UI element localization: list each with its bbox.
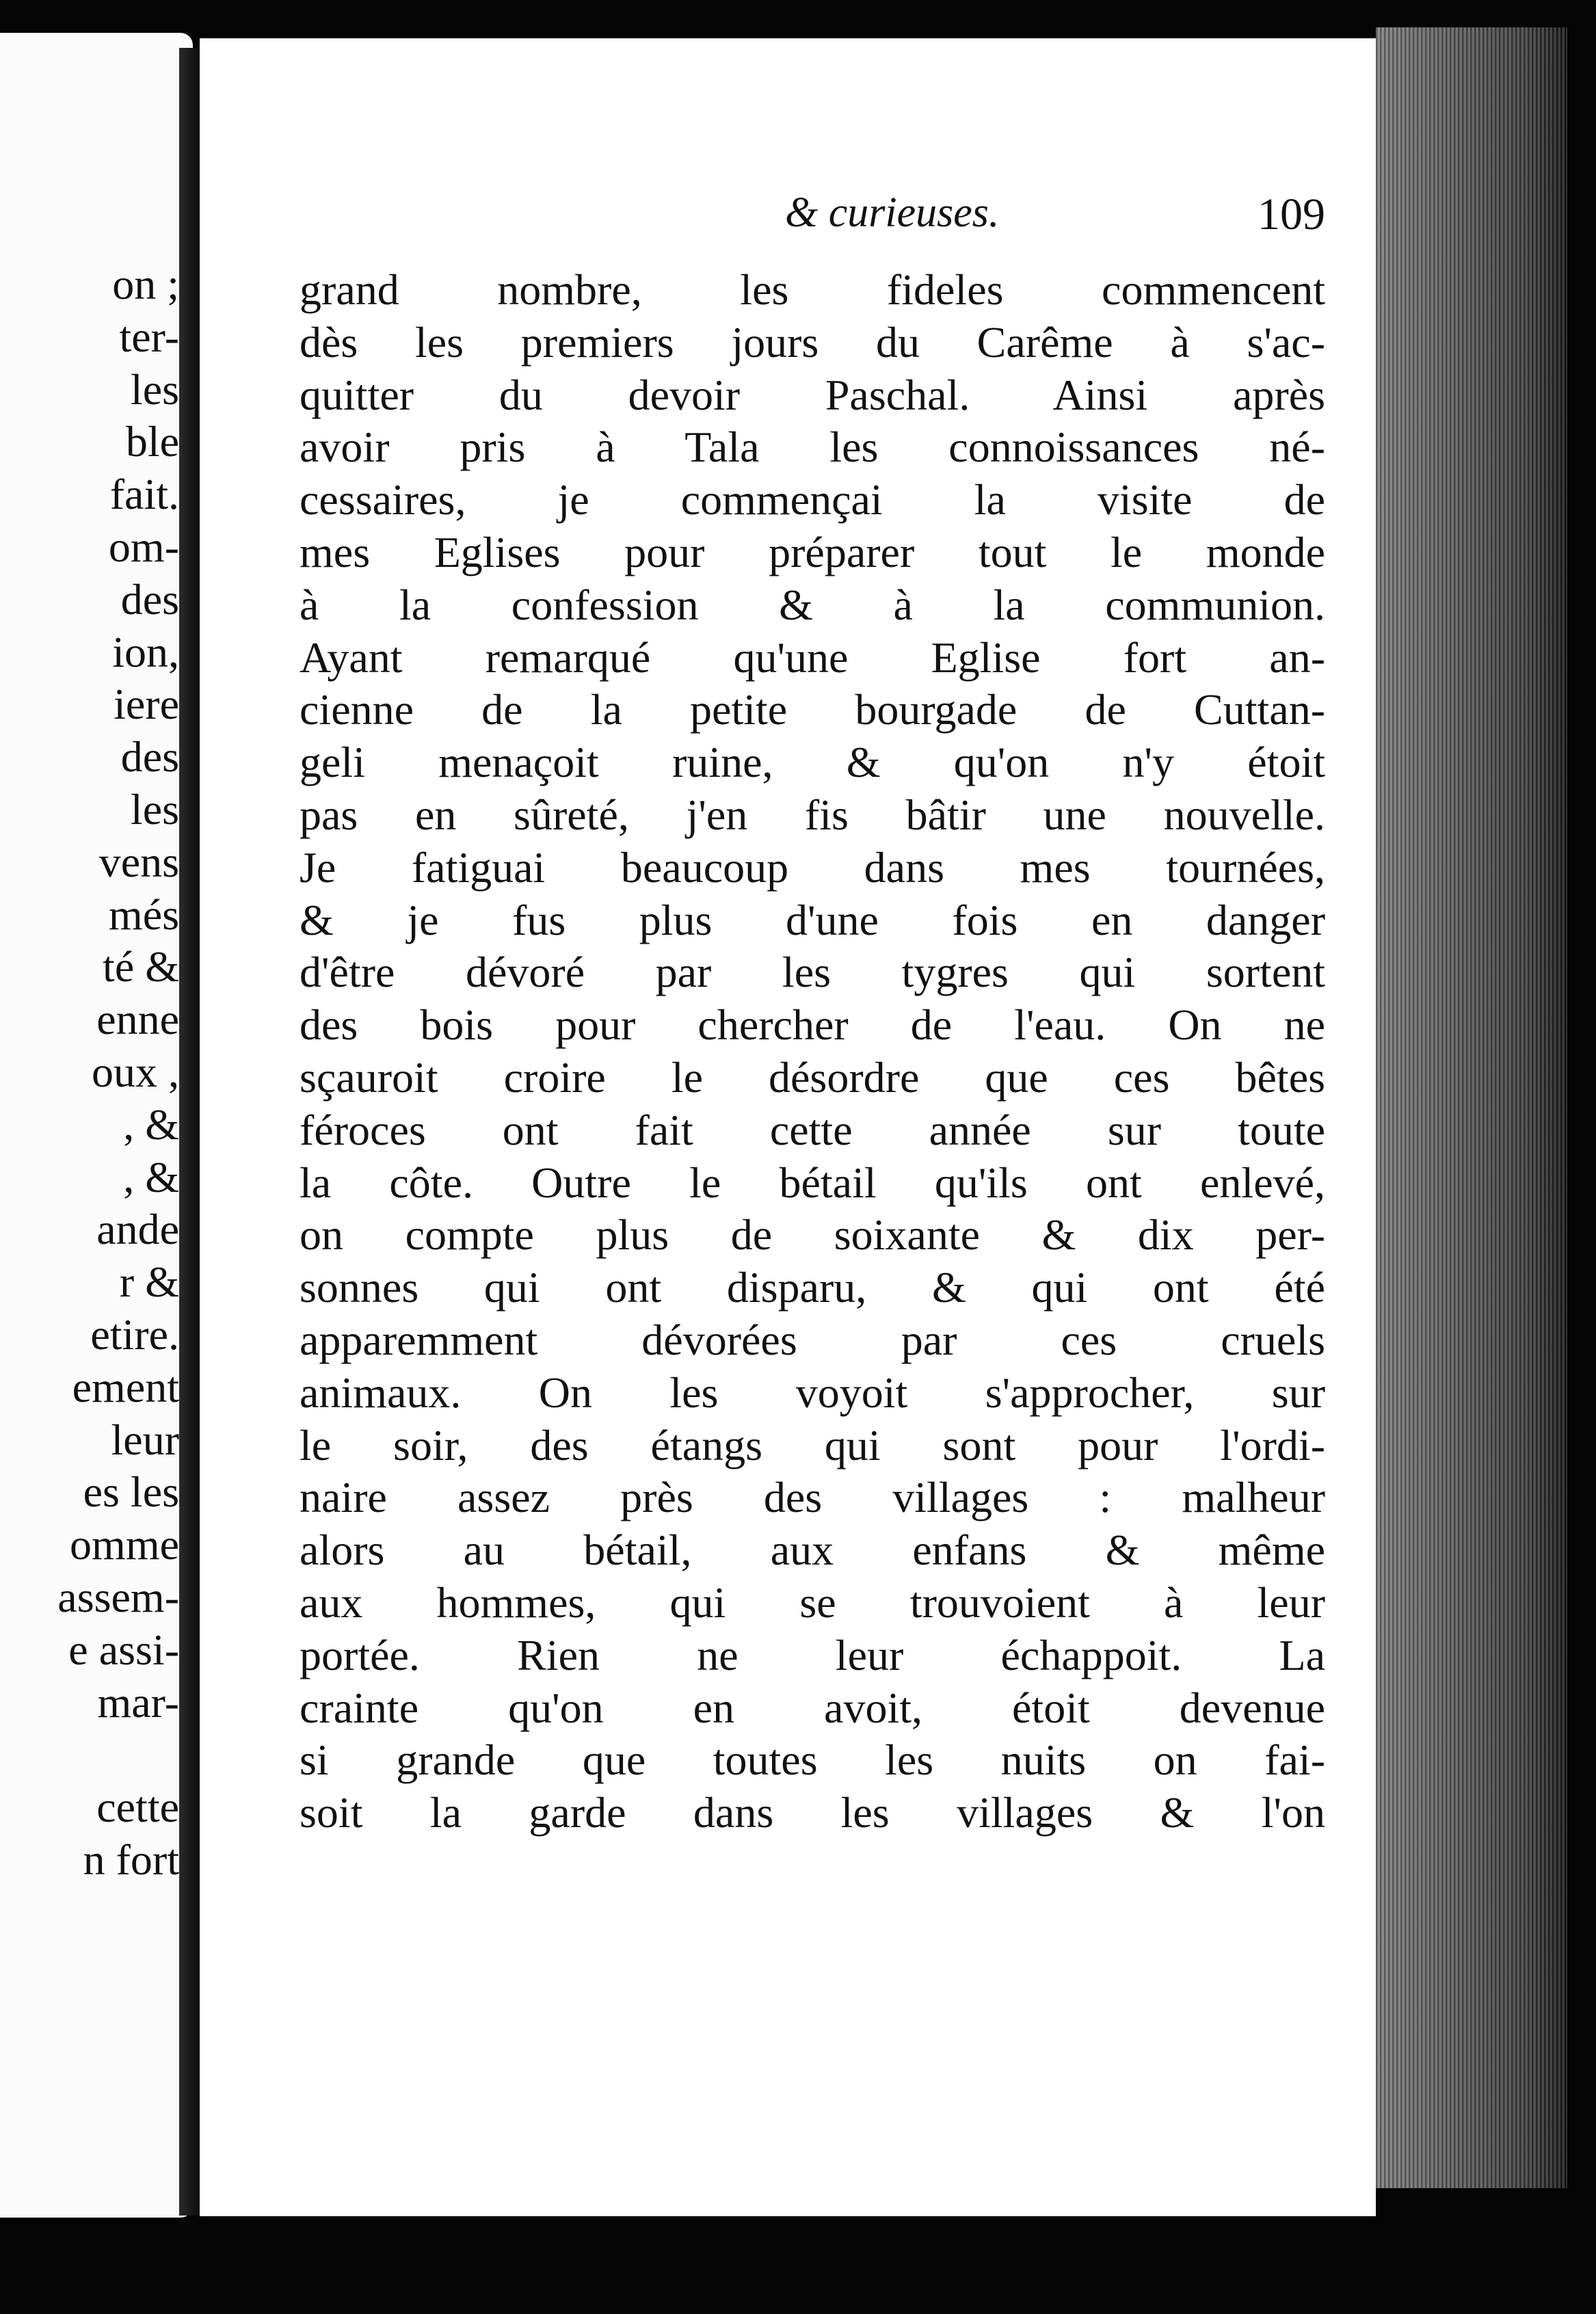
text-line: pas en sûreté, j'en fis bâtir une nouvelle. xyxy=(300,790,1325,839)
text-line: on compte plus de soixante & dix per- xyxy=(300,1210,1325,1260)
text-line: d'être dévoré par les tygres qui sortent xyxy=(300,948,1325,997)
previous-page-line: ion, xyxy=(112,627,179,676)
previous-page-line: fait. xyxy=(109,470,179,519)
text-line: grand nombre, les fideles commencent xyxy=(300,265,1325,314)
text-line: alors au bétail, aux enfans & même xyxy=(300,1526,1325,1575)
book-fore-edge xyxy=(1376,27,1567,2188)
previous-page-line: oux , xyxy=(92,1047,179,1096)
page-body-text xyxy=(300,264,1325,1839)
text-line: cienne de la petite bourgade de Cuttan- xyxy=(300,685,1325,734)
text-line: dès les premiers jours du Carême à s'ac- xyxy=(300,317,1325,367)
previous-page-line: des xyxy=(120,574,179,624)
previous-page-line: mar- xyxy=(97,1677,179,1727)
text-line: quitter du devoir Paschal. Ainsi après xyxy=(300,370,1325,419)
previous-page-line: omme xyxy=(70,1520,179,1569)
previous-page-text xyxy=(0,258,179,1887)
text-line: geli menaçoit ruine, & qu'on n'y étoit xyxy=(300,738,1325,787)
text-line: Je fatiguai beaucoup dans mes tournées, xyxy=(300,842,1325,892)
previous-page-line: ement xyxy=(72,1362,179,1411)
previous-page-line: e assi- xyxy=(68,1625,179,1674)
text-line: la côte. Outre le bétail qu'ils ont enlevé, xyxy=(300,1158,1325,1207)
text-line: sçauroit croire le désordre que ces bêtes xyxy=(300,1052,1325,1102)
text-line: animaux. On les voyoit s'approcher, sur xyxy=(300,1368,1325,1417)
previous-page xyxy=(0,33,193,2218)
previous-page-line: on ; xyxy=(112,260,179,308)
previous-page-line: té & xyxy=(103,942,179,992)
book-page xyxy=(200,38,1376,2216)
previous-page-line: les xyxy=(130,784,179,834)
previous-page-line: més xyxy=(108,890,179,939)
previous-page-line: , & xyxy=(123,1152,179,1201)
text-line: des bois pour chercher de l'eau. On ne xyxy=(300,1000,1325,1050)
previous-page-line: enne xyxy=(96,995,179,1044)
text-line: soit la garde dans les villages & l'on xyxy=(300,1788,1325,1837)
text-line: avoir pris à Tala les connoissances né- xyxy=(300,423,1325,472)
previous-page-line: des xyxy=(120,732,179,782)
previous-page-line: es les xyxy=(83,1467,179,1517)
previous-page-line: ter- xyxy=(119,312,179,361)
previous-page-line: ble xyxy=(125,417,179,466)
text-line: aux hommes, qui se trouvoient à leur xyxy=(300,1578,1325,1627)
previous-page-line: etire. xyxy=(90,1309,179,1359)
previous-page-line: , & xyxy=(123,1100,179,1149)
text-line: si grande que toutes les nuits on fai- xyxy=(300,1736,1325,1785)
previous-page-line: n fort xyxy=(83,1835,179,1884)
previous-page-line: r & xyxy=(119,1258,179,1307)
text-line: à la confession & à la communion. xyxy=(300,580,1325,629)
page-header xyxy=(300,189,1325,264)
text-line: Ayant remarqué qu'une Eglise fort an- xyxy=(300,633,1325,682)
text-line: sonnes qui ont disparu, & qui ont été xyxy=(300,1263,1325,1312)
previous-page-line: om- xyxy=(108,522,179,571)
text-line: apparemment dévorées par ces cruels xyxy=(300,1315,1325,1364)
previous-page-line xyxy=(0,1729,179,1781)
page-number: 109 xyxy=(1258,189,1325,239)
text-line: portée. Rien ne leur échappoit. La xyxy=(300,1630,1325,1679)
text-line: le soir, des étangs qui sont pour l'ordi- xyxy=(300,1420,1325,1469)
previous-page-line: ande xyxy=(96,1205,179,1254)
text-line: féroces ont fait cette année sur toute xyxy=(300,1105,1325,1154)
text-line: & je fus plus d'une fois en danger xyxy=(300,895,1325,944)
previous-page-line: cette xyxy=(96,1783,179,1832)
text-line: crainte qu'on en avoit, étoit devenue xyxy=(300,1683,1325,1732)
text-line: naire assez près des villages : malheur xyxy=(300,1473,1325,1522)
previous-page-line: assem- xyxy=(57,1572,179,1621)
previous-page-line: leur xyxy=(111,1415,179,1464)
text-line: cessaires, je commençai la visite de xyxy=(300,475,1325,524)
running-title: & curieuses. xyxy=(785,189,1000,236)
text-line: mes Eglises pour préparer tout le monde xyxy=(300,527,1325,576)
previous-page-line: iere xyxy=(114,680,179,729)
previous-page-line: vens xyxy=(98,837,179,886)
previous-page-line: les xyxy=(130,364,179,414)
